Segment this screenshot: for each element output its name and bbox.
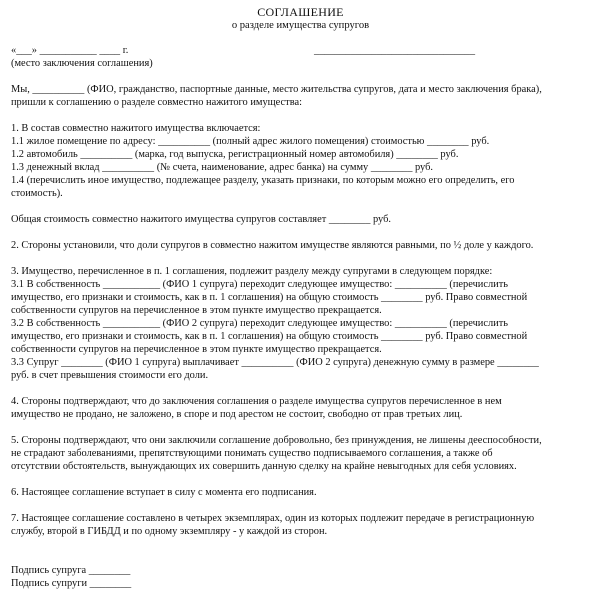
section-1-3: 1.3 денежный вклад __________ (№ счета, наименование, адрес банка) на сумму ________ руб. [11, 162, 433, 173]
section-3-1-line-3: собственности супругов на перечисленное в этом пункте имущество прекращается. [11, 305, 382, 316]
section-6: 6. Настоящее соглашение вступает в силу с момента его подписания. [11, 487, 317, 498]
section-3-2-line-2: имущество, его признаки и стоимость, как в п. 1 соглашения) на общую стоимость ________ руб. Право совместной [11, 331, 528, 342]
section-4-line-1: 4. Стороны подтверждают, что до заключения соглашения о разделе имущества супругов перечисленное в нем [11, 396, 502, 407]
section-7-line-1: 7. Настоящее соглашение составлено в четырех экземплярах, один из которых подлежит передаче в регистрационную [11, 513, 535, 524]
section-7-line-2: службу, второй в ГИБДД и по одному экземпляру - у каждой из сторон. [11, 526, 328, 537]
section-2: 2. Стороны установили, что доли супругов в совместно нажитом имуществе являются равными, по ½ доле у каждого. [11, 240, 534, 251]
section-3-3-line-1: 3.3 Супруг ________ (ФИО 1 супруга) выплачивает __________ (ФИО 2 супруга) денежную сумму в размере ________ [11, 357, 539, 368]
total-value: Общая стоимость совместно нажитого имущества супругов составляет ________ руб. [11, 214, 391, 225]
date-place-row [11, 44, 590, 57]
section-1-heading: 1. В состав совместно нажитого имущества включается: [11, 123, 261, 134]
signature-husband: Подпись супруга ________ [11, 565, 131, 576]
place-blank: _______________________________ [314, 45, 476, 56]
signature-wife: Подпись супруги ________ [11, 578, 132, 589]
section-4-line-2: имущество не продано, не заложено, в споре и под арестом не состоит, свободно от прав третьих лиц. [11, 409, 463, 420]
section-1-4-line-1: 1.4 (перечислить иное имущество, подлежащее разделу, указать признаки, по которым можно его определить, его [11, 175, 515, 186]
section-3-1-line-1: 3.1 В собственность ___________ (ФИО 1 супруга) переходит следующее имущество: __________ (перечислить [11, 279, 508, 290]
section-3-2-line-1: 3.2 В собственность ___________ (ФИО 2 супруга) переходит следующее имущество: __________ (перечислить [11, 318, 508, 329]
date-line: «___» ___________ ____ г. [11, 45, 129, 56]
section-1-4-line-2: стоимость). [11, 188, 63, 199]
section-3-3-line-2: руб. в счет превышения стоимости его доли. [11, 370, 209, 381]
section-3-heading: 3. Имущество, перечисленное в п. 1 соглашения, подлежит разделу между супругами в следующем порядке: [11, 266, 493, 277]
section-3-1-line-2: имущество, его признаки и стоимость, как в п. 1 соглашения) на общую стоимость ________ руб. Право совместной [11, 292, 528, 303]
section-1-2: 1.2 автомобиль __________ (марка, год выпуска, регистрационный номер автомобиля) ________ руб. [11, 149, 459, 160]
intro-line-2: пришли к соглашению о разделе совместно нажитого имущества: [11, 97, 302, 108]
section-3-2-line-3: собственности супругов на перечисленное в этом пункте имущество прекращается. [11, 344, 382, 355]
intro-line-1: Мы, __________ (ФИО, гражданство, паспортные данные, место жительства супругов, дата и место заключения брака), [11, 84, 542, 95]
section-1-1: 1.1 жилое помещение по адресу: __________ (полный адрес жилого помещения) стоимостью ________ руб. [11, 136, 490, 147]
document-subtitle: о разделе имущества супругов [231, 20, 370, 31]
place-caption: (место заключения соглашения) [11, 58, 153, 69]
section-5-line-2: не страдают заболеваниями, препятствующими понимать существо подписываемого соглашения, а также об [11, 448, 493, 459]
section-5-line-3: отсутствии обстоятельств, вынуждающих их совершить данную сделку на крайне невыгодных для себя условиях. [11, 461, 517, 472]
document-title: СОГЛАШЕНИЕ [257, 5, 344, 19]
section-5-line-1: 5. Стороны подтверждают, что они заключили соглашение добровольно, без принуждения, не лишены дееспособности, [11, 435, 542, 446]
